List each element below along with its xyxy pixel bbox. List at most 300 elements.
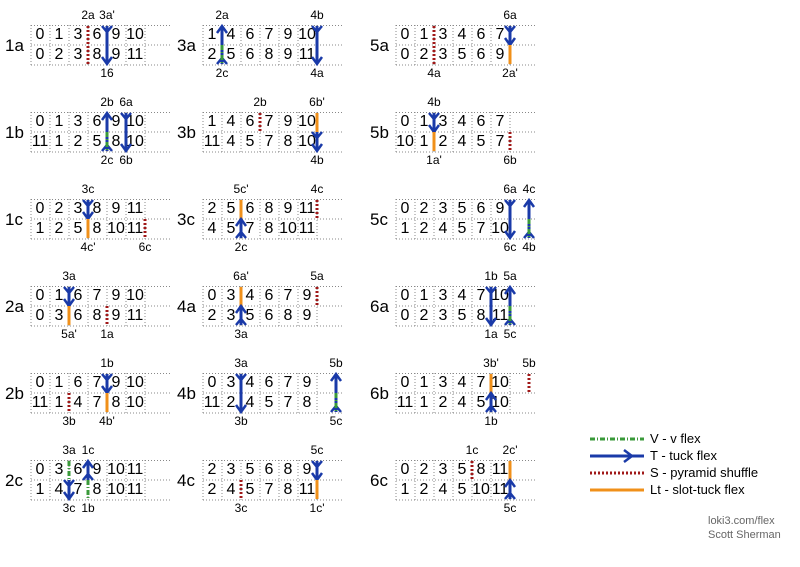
cell-top: 6 bbox=[245, 26, 255, 43]
cell-top: 1 bbox=[419, 26, 429, 43]
panel-label: 4b bbox=[177, 384, 196, 403]
cell-bot: 8 bbox=[264, 220, 274, 237]
panel-label: 6a bbox=[370, 297, 389, 316]
cell-bot: 4 bbox=[226, 133, 236, 150]
cell-top: 2 bbox=[54, 200, 64, 217]
panel-label: 4c bbox=[177, 471, 195, 490]
cell-bot: 10 bbox=[107, 220, 125, 237]
cell-top: 10 bbox=[126, 374, 144, 391]
cell-bot: 3 bbox=[54, 307, 64, 324]
marker-label: 2c bbox=[215, 66, 229, 80]
panel-label: 5c bbox=[370, 210, 388, 229]
cell-top: 10 bbox=[298, 113, 316, 130]
cell-bot: 10 bbox=[472, 481, 490, 498]
cell-top: 4 bbox=[245, 374, 255, 391]
cell-bot: 5 bbox=[73, 220, 83, 237]
marker-label: 1b bbox=[484, 269, 498, 283]
cell-bot: 10 bbox=[396, 133, 414, 150]
cell-top: 6 bbox=[73, 287, 83, 304]
cell-bot: 8 bbox=[92, 220, 102, 237]
marker-label: 3c bbox=[62, 501, 76, 515]
panel-label: 6c bbox=[370, 471, 388, 490]
cell-bot: 8 bbox=[283, 481, 293, 498]
marker-label: 6b bbox=[119, 153, 133, 167]
cell-bot: 8 bbox=[476, 307, 486, 324]
marker-label: 5c bbox=[503, 501, 517, 515]
cell-bot: 4 bbox=[207, 220, 217, 237]
cell-top: 9 bbox=[111, 26, 121, 43]
cell-top: 9 bbox=[495, 200, 505, 217]
cell-top: 6 bbox=[92, 113, 102, 130]
cell-top: 3 bbox=[438, 461, 448, 478]
cell-top: 6 bbox=[73, 374, 83, 391]
cell-top: 7 bbox=[495, 26, 505, 43]
cell-top: 0 bbox=[400, 374, 410, 391]
cell-top: 8 bbox=[476, 461, 486, 478]
cell-bot: 2 bbox=[207, 46, 217, 63]
cell-top: 0 bbox=[207, 374, 217, 391]
cell-bot: 10 bbox=[491, 394, 509, 411]
cell-bot: 5 bbox=[226, 46, 236, 63]
panel-label: 1b bbox=[5, 123, 24, 142]
cell-top: 9 bbox=[111, 374, 121, 391]
cell-top: 9 bbox=[92, 461, 102, 478]
cell-top: 5 bbox=[457, 200, 467, 217]
cell-top: 10 bbox=[298, 26, 316, 43]
marker-label: 6a bbox=[503, 8, 517, 22]
cell-bot: 9 bbox=[495, 46, 505, 63]
cell-bot: 1 bbox=[54, 394, 64, 411]
cell-bot: 4 bbox=[457, 133, 467, 150]
marker-label: 5a bbox=[310, 269, 324, 283]
cell-top: 10 bbox=[126, 26, 144, 43]
cell-bot: 5 bbox=[457, 481, 467, 498]
marker-label: 1b bbox=[100, 356, 114, 370]
cell-top: 9 bbox=[302, 461, 312, 478]
cell-bot: 2 bbox=[419, 220, 429, 237]
cell-top: 1 bbox=[419, 374, 429, 391]
cell-bot: 8 bbox=[92, 46, 102, 63]
marker-label: 2c' bbox=[502, 443, 518, 457]
cell-top: 4 bbox=[226, 113, 236, 130]
marker-label: 2a bbox=[215, 8, 229, 22]
cell-bot: 6 bbox=[476, 46, 486, 63]
cell-top: 7 bbox=[476, 374, 486, 391]
cell-top: 6 bbox=[476, 200, 486, 217]
marker-label: 16 bbox=[100, 66, 114, 80]
cell-top: 0 bbox=[400, 200, 410, 217]
panel-label: 2c bbox=[5, 471, 23, 490]
marker-label: 6b' bbox=[309, 95, 325, 109]
credit bbox=[708, 514, 781, 542]
cell-bot: 11 bbox=[126, 220, 144, 237]
cell-top: 11 bbox=[126, 461, 144, 478]
cell-top: 10 bbox=[491, 374, 509, 391]
legend-text: T - tuck flex bbox=[650, 448, 717, 463]
panel-label: 6b bbox=[370, 384, 389, 403]
marker-label: 5b bbox=[522, 356, 536, 370]
panel-label: 3a bbox=[177, 36, 196, 55]
credit-author: Scott Sherman bbox=[708, 529, 781, 541]
marker-label: 3a bbox=[62, 443, 76, 457]
marker-label: 1c' bbox=[309, 501, 325, 515]
cell-top: 9 bbox=[283, 113, 293, 130]
cell-bot: 7 bbox=[283, 394, 293, 411]
cell-top: 6 bbox=[264, 287, 274, 304]
cell-bot: 11 bbox=[31, 133, 49, 150]
cell-bot: 5 bbox=[476, 394, 486, 411]
marker-label: 6a bbox=[119, 95, 133, 109]
marker-label: 1c bbox=[81, 443, 95, 457]
cell-bot: 11 bbox=[396, 394, 414, 411]
marker-label: 1c bbox=[465, 443, 479, 457]
marker-label: 1a bbox=[484, 327, 498, 341]
marker-label: 2a bbox=[81, 8, 95, 22]
cell-bot: 2 bbox=[207, 481, 217, 498]
cell-bot: 5 bbox=[457, 307, 467, 324]
marker-label: 4b bbox=[310, 153, 324, 167]
cell-top: 4 bbox=[457, 374, 467, 391]
cell-top: 3 bbox=[226, 461, 236, 478]
marker-label: 3a bbox=[234, 356, 248, 370]
panel-label: 2b bbox=[5, 384, 24, 403]
legend-swatch bbox=[588, 447, 648, 465]
cell-top: 3 bbox=[54, 461, 64, 478]
cell-top: 6 bbox=[264, 374, 274, 391]
marker-label: 3b bbox=[62, 414, 76, 428]
cell-top: 3 bbox=[438, 26, 448, 43]
cell-top: 0 bbox=[35, 200, 45, 217]
cell-bot: 10 bbox=[298, 133, 316, 150]
cell-top: 1 bbox=[419, 287, 429, 304]
cell-bot: 0 bbox=[400, 307, 410, 324]
cell-top: 2 bbox=[207, 200, 217, 217]
cell-top: 7 bbox=[264, 113, 274, 130]
cell-bot: 4 bbox=[438, 481, 448, 498]
cell-bot: 0 bbox=[400, 46, 410, 63]
cell-bot: 11 bbox=[491, 481, 509, 498]
cell-bot: 10 bbox=[491, 220, 509, 237]
cell-top: 7 bbox=[476, 287, 486, 304]
cell-top: 1 bbox=[207, 113, 217, 130]
legend-swatch bbox=[588, 464, 648, 482]
marker-label: 5c bbox=[310, 443, 324, 457]
cell-top: 0 bbox=[207, 287, 217, 304]
cell-top: 2 bbox=[419, 200, 429, 217]
cell-bot: 2 bbox=[226, 394, 236, 411]
cell-bot: 3 bbox=[226, 307, 236, 324]
cell-bot: 2 bbox=[207, 307, 217, 324]
cell-bot: 11 bbox=[203, 133, 221, 150]
legend-text: Lt - slot-tuck flex bbox=[650, 482, 745, 497]
cell-top: 5 bbox=[457, 461, 467, 478]
tuck-flex-marker bbox=[331, 374, 341, 412]
cell-top: 7 bbox=[264, 26, 274, 43]
cell-bot: 11 bbox=[126, 46, 144, 63]
cell-top: 3 bbox=[438, 200, 448, 217]
panel-label: 5a bbox=[370, 36, 389, 55]
cell-top: 6 bbox=[92, 26, 102, 43]
cell-bot: 7 bbox=[476, 220, 486, 237]
cell-top: 8 bbox=[92, 200, 102, 217]
cell-bot: 0 bbox=[35, 307, 45, 324]
cell-top: 3 bbox=[73, 26, 83, 43]
marker-label: 6a bbox=[503, 182, 517, 196]
cell-top: 1 bbox=[54, 26, 64, 43]
cell-bot: 1 bbox=[400, 481, 410, 498]
cell-top: 6 bbox=[73, 461, 83, 478]
cell-bot: 1 bbox=[400, 220, 410, 237]
panel-label: 3c bbox=[177, 210, 195, 229]
cell-top: 0 bbox=[35, 374, 45, 391]
cell-bot: 2 bbox=[419, 481, 429, 498]
marker-label: 4c bbox=[310, 182, 324, 196]
cell-top: 6 bbox=[476, 113, 486, 130]
panel-label: 5b bbox=[370, 123, 389, 142]
cell-top: 3 bbox=[438, 113, 448, 130]
cell-bot: 1 bbox=[35, 481, 45, 498]
panel-label: 1c bbox=[5, 210, 23, 229]
cell-bot: 6 bbox=[73, 307, 83, 324]
cell-bot: 3 bbox=[73, 46, 83, 63]
cell-top: 3 bbox=[226, 374, 236, 391]
cell-bot: 8 bbox=[302, 394, 312, 411]
cell-top: 7 bbox=[283, 287, 293, 304]
cell-top: 0 bbox=[400, 26, 410, 43]
cell-top: 4 bbox=[226, 26, 236, 43]
cell-top: 9 bbox=[111, 287, 121, 304]
marker-label: 2c bbox=[100, 153, 114, 167]
cell-top: 9 bbox=[111, 113, 121, 130]
cell-bot: 1 bbox=[54, 133, 64, 150]
cell-top: 7 bbox=[283, 374, 293, 391]
cell-bot: 5 bbox=[245, 481, 255, 498]
cell-bot: 4 bbox=[54, 481, 64, 498]
cell-top: 6 bbox=[476, 26, 486, 43]
cell-top: 0 bbox=[400, 287, 410, 304]
cell-bot: 1 bbox=[419, 133, 429, 150]
cell-bot: 9 bbox=[283, 46, 293, 63]
cell-top: 7 bbox=[92, 374, 102, 391]
cell-bot: 5 bbox=[457, 46, 467, 63]
cell-bot: 3 bbox=[438, 46, 448, 63]
marker-label: 5c' bbox=[233, 182, 249, 196]
cell-top: 9 bbox=[283, 26, 293, 43]
cell-bot: 10 bbox=[279, 220, 297, 237]
cell-top: 6 bbox=[245, 200, 255, 217]
cell-bot: 9 bbox=[111, 307, 121, 324]
cell-top: 4 bbox=[245, 287, 255, 304]
marker-label: 4a bbox=[427, 66, 441, 80]
cell-top: 5 bbox=[245, 461, 255, 478]
panel-label: 2a bbox=[5, 297, 24, 316]
cell-bot: 8 bbox=[111, 394, 121, 411]
cell-top: 1 bbox=[54, 287, 64, 304]
cell-bot: 5 bbox=[226, 220, 236, 237]
marker-label: 2c bbox=[234, 240, 248, 254]
cell-top: 8 bbox=[283, 461, 293, 478]
panel-label: 3b bbox=[177, 123, 196, 142]
cell-bot: 8 bbox=[283, 307, 293, 324]
cell-bot: 11 bbox=[203, 394, 221, 411]
cell-top: 1 bbox=[54, 113, 64, 130]
cell-bot: 8 bbox=[92, 307, 102, 324]
cell-top: 9 bbox=[302, 374, 312, 391]
cell-top: 0 bbox=[35, 461, 45, 478]
cell-bot: 5 bbox=[245, 133, 255, 150]
cell-bot: 9 bbox=[302, 307, 312, 324]
cell-top: 8 bbox=[264, 200, 274, 217]
marker-label: 5b bbox=[329, 356, 343, 370]
cell-top: 1 bbox=[54, 374, 64, 391]
legend-swatch bbox=[588, 430, 648, 448]
cell-bot: 10 bbox=[126, 133, 144, 150]
cell-bot: 2 bbox=[54, 46, 64, 63]
cell-bot: 10 bbox=[107, 481, 125, 498]
panel-label: 1a bbox=[5, 36, 24, 55]
cell-top: 2 bbox=[207, 461, 217, 478]
marker-label: 3a bbox=[234, 327, 248, 341]
marker-label: 3a' bbox=[99, 8, 115, 22]
legend-text: V - v flex bbox=[650, 431, 701, 446]
marker-label: 3b' bbox=[483, 356, 499, 370]
cell-bot: 11 bbox=[298, 220, 316, 237]
cell-bot: 2 bbox=[54, 220, 64, 237]
cell-bot: 11 bbox=[31, 394, 49, 411]
cell-bot: 7 bbox=[245, 220, 255, 237]
cell-top: 10 bbox=[126, 113, 144, 130]
cell-bot: 8 bbox=[264, 46, 274, 63]
cell-bot: 5 bbox=[264, 394, 274, 411]
cell-bot: 10 bbox=[126, 394, 144, 411]
cell-top: 9 bbox=[111, 200, 121, 217]
cell-top: 3 bbox=[438, 374, 448, 391]
cell-top: 3 bbox=[73, 113, 83, 130]
cell-top: 11 bbox=[126, 200, 144, 217]
cell-bot: 4 bbox=[73, 394, 83, 411]
cell-bot: 2 bbox=[419, 307, 429, 324]
cell-bot: 2 bbox=[438, 394, 448, 411]
marker-label: 4b bbox=[522, 240, 536, 254]
tuck-flex-marker bbox=[524, 200, 534, 238]
cell-top: 0 bbox=[35, 287, 45, 304]
marker-label: 2b bbox=[253, 95, 267, 109]
cell-top: 11 bbox=[298, 200, 316, 217]
cell-top: 4 bbox=[457, 26, 467, 43]
cell-bot: 6 bbox=[245, 46, 255, 63]
cell-bot: 8 bbox=[283, 133, 293, 150]
cell-top: 9 bbox=[302, 287, 312, 304]
marker-label: 4b bbox=[427, 95, 441, 109]
cell-bot: 2 bbox=[419, 46, 429, 63]
marker-label: 5a bbox=[503, 269, 517, 283]
legend-swatch bbox=[588, 481, 648, 499]
cell-bot: 2 bbox=[73, 133, 83, 150]
cell-bot: 4 bbox=[226, 481, 236, 498]
cell-top: 10 bbox=[491, 287, 509, 304]
marker-label: 6b bbox=[503, 153, 517, 167]
cell-top: 5 bbox=[226, 200, 236, 217]
cell-top: 0 bbox=[400, 461, 410, 478]
cell-bot: 4 bbox=[457, 394, 467, 411]
cell-top: 2 bbox=[419, 461, 429, 478]
cell-bot: 0 bbox=[35, 46, 45, 63]
marker-label: 1a' bbox=[426, 153, 442, 167]
marker-label: 4b' bbox=[99, 414, 115, 428]
cell-bot: 5 bbox=[457, 220, 467, 237]
cell-bot: 4 bbox=[438, 220, 448, 237]
cell-bot: 5 bbox=[92, 133, 102, 150]
cell-bot: 5 bbox=[245, 307, 255, 324]
cell-bot: 8 bbox=[111, 133, 121, 150]
cell-top: 0 bbox=[400, 113, 410, 130]
marker-label: 4b bbox=[310, 8, 324, 22]
cell-top: 7 bbox=[495, 113, 505, 130]
marker-label: 1a bbox=[100, 327, 114, 341]
cell-bot: 7 bbox=[92, 394, 102, 411]
cell-top: 4 bbox=[457, 287, 467, 304]
cell-top: 3 bbox=[438, 287, 448, 304]
marker-label: 4c' bbox=[80, 240, 96, 254]
cell-bot: 7 bbox=[264, 481, 274, 498]
marker-label: 2a' bbox=[502, 66, 518, 80]
cell-top: 10 bbox=[126, 287, 144, 304]
cell-top: 0 bbox=[35, 113, 45, 130]
marker-label: 5a' bbox=[61, 327, 77, 341]
cell-bot: 8 bbox=[92, 481, 102, 498]
cell-bot: 5 bbox=[476, 133, 486, 150]
marker-label: 5c bbox=[329, 414, 343, 428]
cell-top: 6 bbox=[264, 461, 274, 478]
cell-bot: 1 bbox=[419, 394, 429, 411]
cell-bot: 6 bbox=[264, 307, 274, 324]
cell-top: 7 bbox=[92, 287, 102, 304]
marker-label: 1b bbox=[484, 414, 498, 428]
cell-bot: 7 bbox=[495, 133, 505, 150]
cell-bot: 11 bbox=[126, 481, 144, 498]
marker-label: 6c bbox=[138, 240, 152, 254]
marker-label: 3b bbox=[234, 414, 248, 428]
cell-bot: 2 bbox=[438, 133, 448, 150]
cell-top: 4 bbox=[457, 113, 467, 130]
marker-label: 4a bbox=[310, 66, 324, 80]
cell-bot: 1 bbox=[35, 220, 45, 237]
marker-label: 5c bbox=[503, 327, 517, 341]
cell-top: 3 bbox=[226, 287, 236, 304]
marker-label: 3c bbox=[81, 182, 95, 196]
legend-text: S - pyramid shuffle bbox=[650, 465, 759, 480]
cell-bot: 11 bbox=[298, 46, 316, 63]
cell-bot: 7 bbox=[264, 133, 274, 150]
panel-label: 4a bbox=[177, 297, 196, 316]
cell-top: 10 bbox=[107, 461, 125, 478]
marker-label: 6c bbox=[503, 240, 517, 254]
cell-bot: 11 bbox=[491, 307, 509, 324]
cell-top: 1 bbox=[419, 113, 429, 130]
marker-label: 2b bbox=[100, 95, 114, 109]
marker-label: 3a bbox=[62, 269, 76, 283]
cell-top: 0 bbox=[35, 26, 45, 43]
cell-bot: 9 bbox=[111, 46, 121, 63]
cell-bot: 4 bbox=[245, 394, 255, 411]
marker-label: 6a' bbox=[233, 269, 249, 283]
cell-top: 6 bbox=[245, 113, 255, 130]
cell-top: 3 bbox=[73, 200, 83, 217]
cell-bot: 7 bbox=[73, 481, 83, 498]
cell-top: 9 bbox=[283, 200, 293, 217]
marker-label: 4c bbox=[522, 182, 536, 196]
cell-bot: 11 bbox=[126, 307, 144, 324]
